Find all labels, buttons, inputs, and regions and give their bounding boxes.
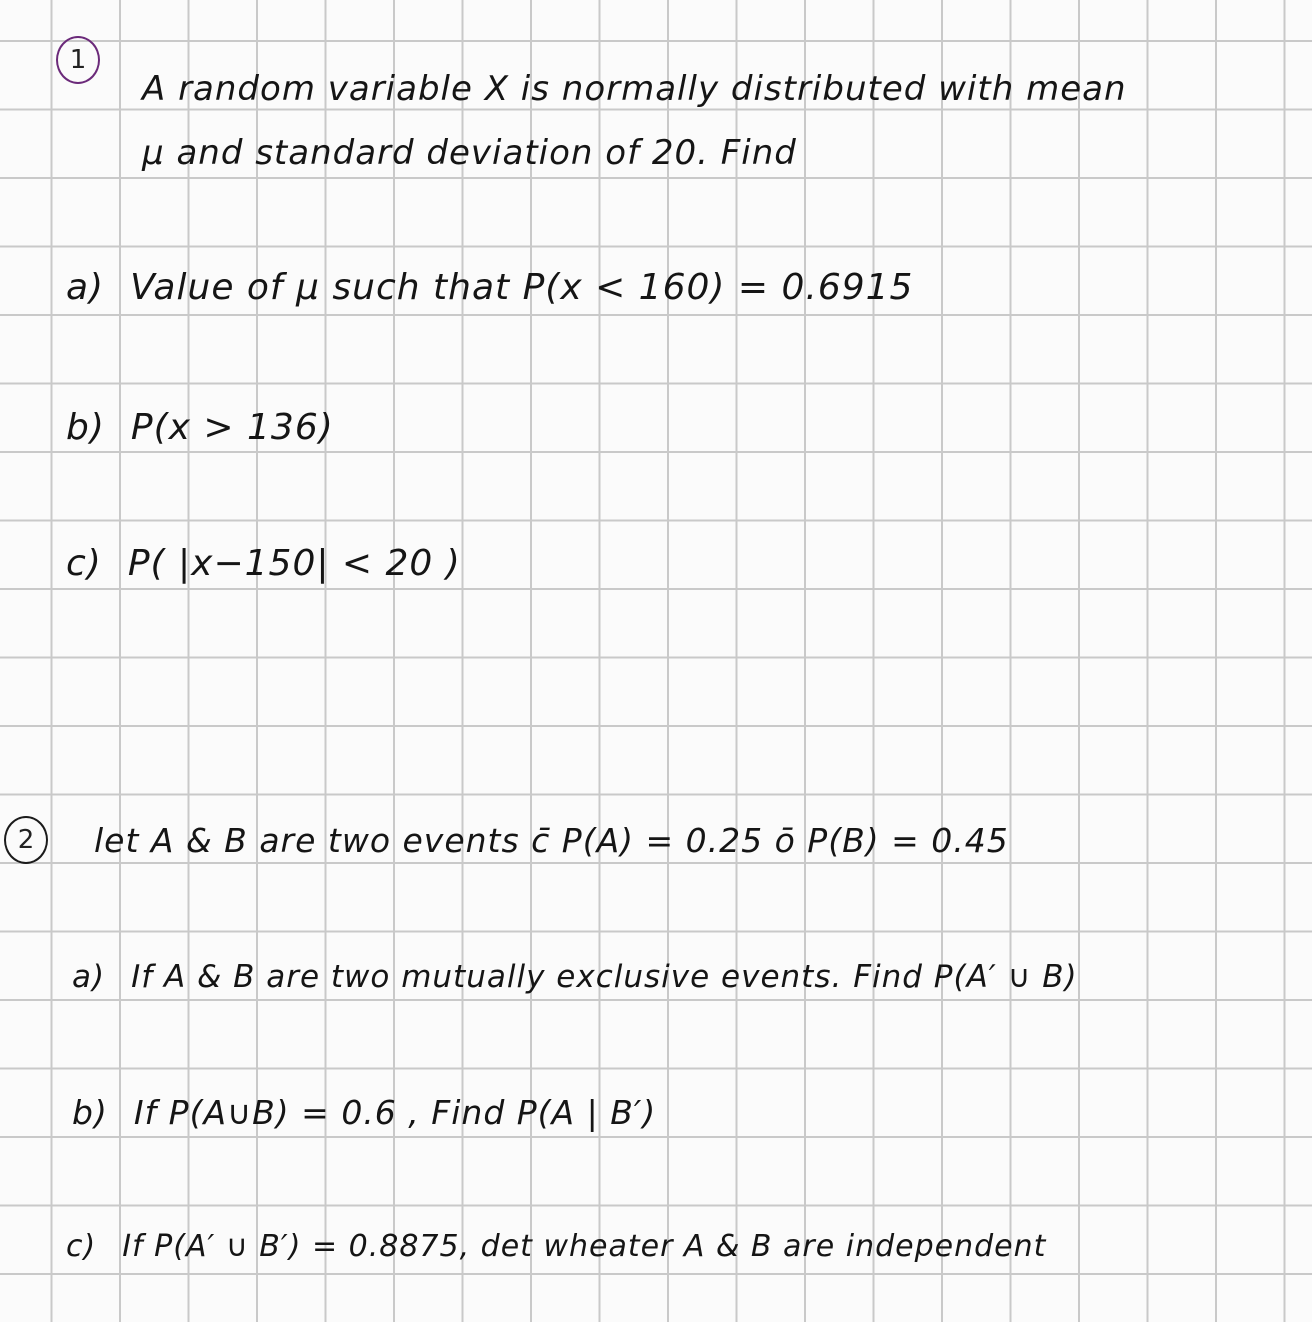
part-text: If P(A′ ∪ B′) = 0.8875, det wheater A & B are independent — [122, 1229, 1047, 1264]
part-label: c) — [66, 543, 102, 584]
question-2-part-c — [66, 1229, 1047, 1264]
question-1-number: 1 — [56, 36, 100, 84]
question-1-part-a — [66, 267, 914, 308]
question-1-part-b — [66, 407, 334, 448]
part-label: b) — [72, 1093, 108, 1132]
part-label: c) — [66, 1229, 97, 1264]
part-text: Value of μ such that P(x < 160) = 0.6915 — [130, 267, 914, 308]
question-2-number: 2 — [4, 816, 48, 864]
question-2-part-b — [72, 1093, 657, 1132]
question-1-line-2: μ and standard deviation of 20. Find — [142, 133, 797, 173]
part-text: P(x > 136) — [130, 407, 334, 448]
part-text: P( |x−150| < 20 ) — [127, 543, 461, 584]
part-text: If P(A∪B) = 0.6 , Find P(A | B′) — [133, 1093, 657, 1132]
question-2-part-a — [72, 959, 1078, 995]
part-text: If A & B are two mutually exclusive events. Find P(A′ ∪ B) — [131, 959, 1078, 995]
part-label: b) — [66, 407, 105, 448]
question-1-part-c — [66, 543, 461, 584]
part-label: a) — [72, 959, 106, 995]
question-2-intro: let A & B are two events c̄ P(A) = 0.25 ō P(B) = 0.45 — [94, 821, 1009, 860]
question-1-line-1: A random variable X is normally distributed with mean — [142, 69, 1127, 109]
part-label: a) — [66, 267, 105, 308]
